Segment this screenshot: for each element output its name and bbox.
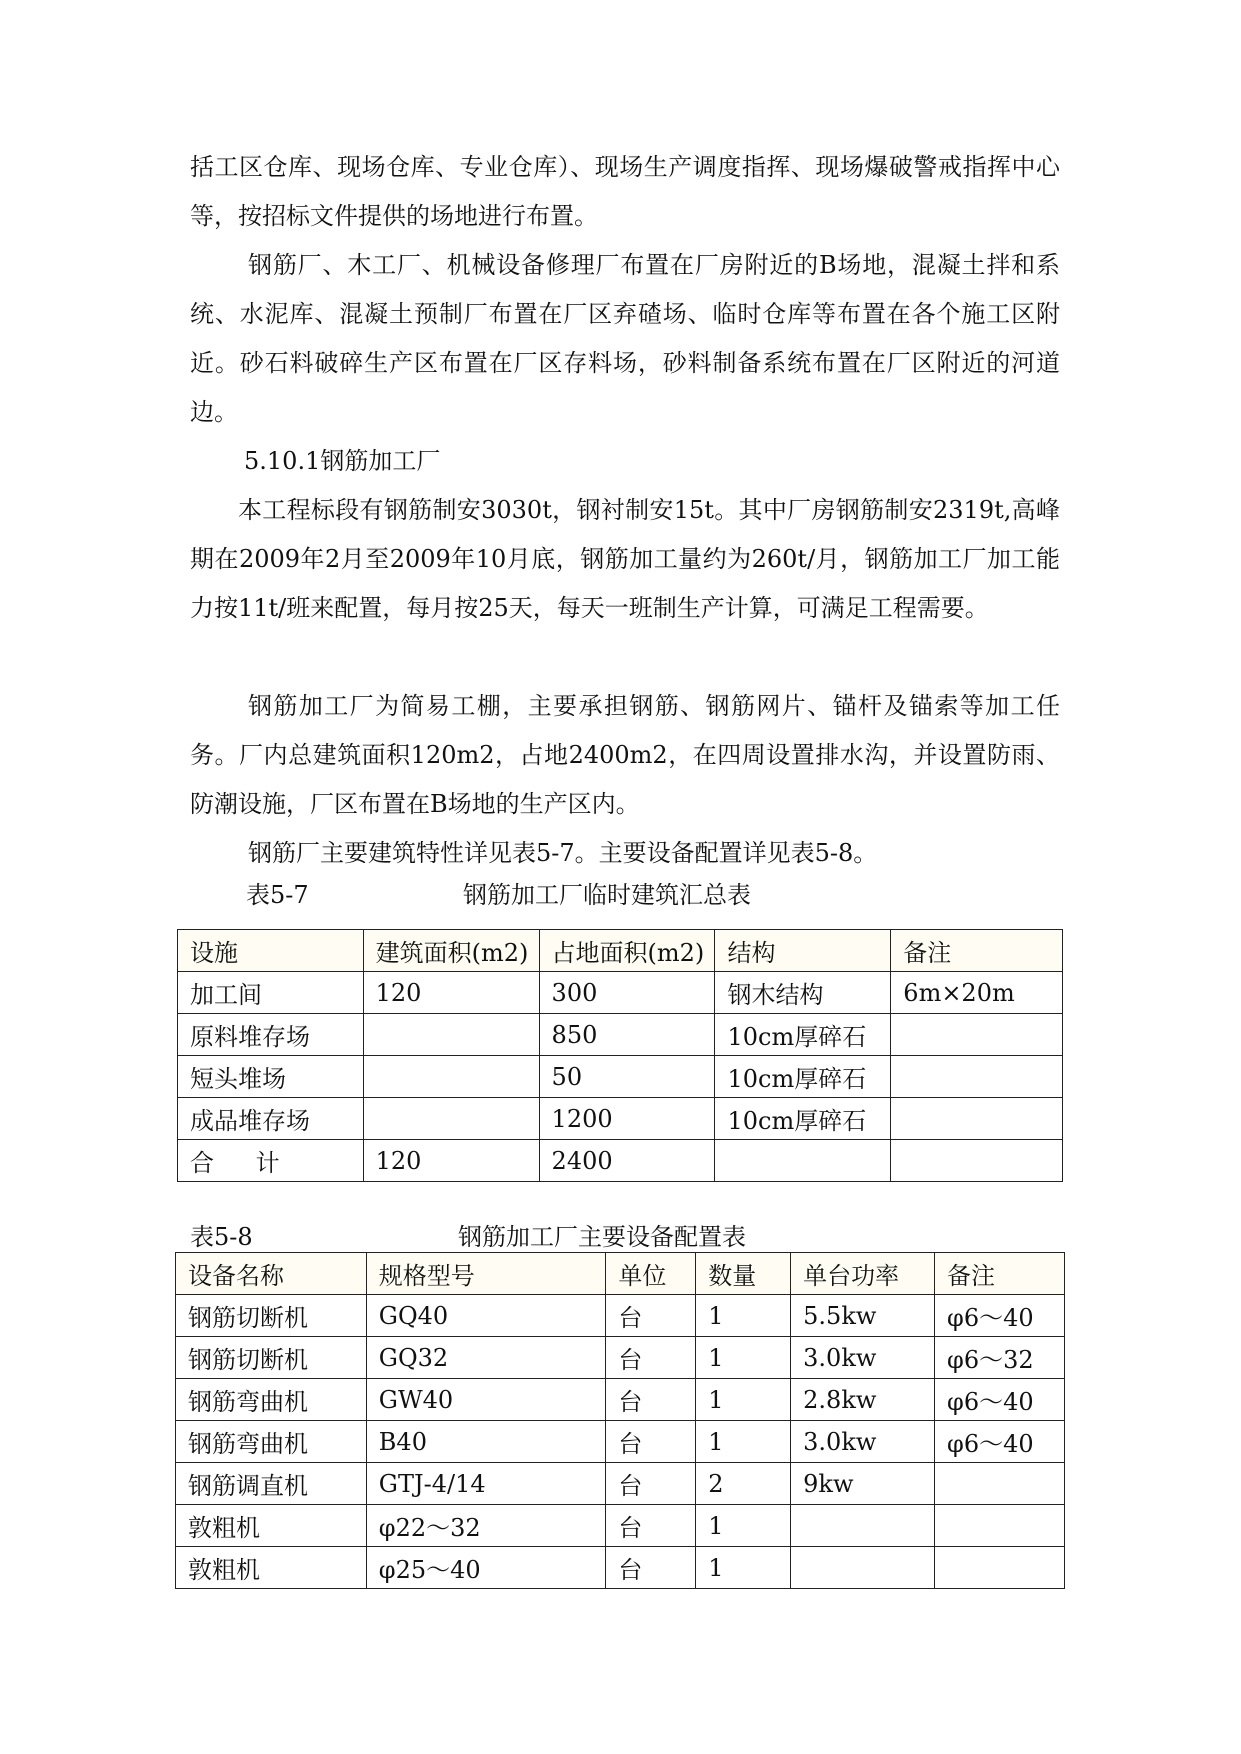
paragraph-warehouse-layout: 括工区仓库、现场仓库、专业仓库）、现场生产调度指挥、现场爆破警戒指挥中心等，按招标文件提供的场地进行布置。 — [190, 153, 1060, 230]
table-cell: 敦粗机 — [176, 1547, 367, 1589]
paragraph-rebar-quantity: 本工程标段有钢筋制安3030t，钢衬制安15t。其中厂房钢筋制安2319t,高峰期在2009年2月至2009年10月底，钢筋加工量约为260t/月，钢筋加工厂加工能力按11t/班来配置，每月按25天，每天一班制生产计算，可满足工程需要。 — [190, 496, 1060, 622]
table-row — [176, 1337, 1065, 1379]
table-header-cell: 占地面积(m2) — [539, 930, 715, 972]
table-header-cell: 单台功率 — [791, 1253, 935, 1295]
table-cell: 台 — [606, 1421, 696, 1463]
table-5-8-title: 钢筋加工厂主要设备配置表 — [458, 1223, 746, 1251]
table-row — [178, 972, 1063, 1014]
table-header-cell: 建筑面积(m2) — [363, 930, 539, 972]
table-row — [176, 1379, 1065, 1421]
table-cell — [363, 1014, 539, 1056]
table-header-cell: 设备名称 — [176, 1253, 367, 1295]
table-cell: 台 — [606, 1505, 696, 1547]
table-cell: GTJ-4/14 — [366, 1463, 606, 1505]
table-cell: 850 — [539, 1014, 715, 1056]
table-cell: 3.0kw — [791, 1337, 935, 1379]
table-row — [178, 1098, 1063, 1140]
table-cell: 台 — [606, 1379, 696, 1421]
table-header-cell: 结构 — [715, 930, 891, 972]
table-cell: 10cm厚碎石 — [715, 1014, 891, 1056]
table-header-cell: 备注 — [935, 1253, 1065, 1295]
table-cell — [891, 1140, 1063, 1182]
table-cell — [791, 1505, 935, 1547]
table-row — [178, 1014, 1063, 1056]
table-5-8 — [175, 1252, 1065, 1589]
table-cell: 台 — [606, 1337, 696, 1379]
table-5-7 — [177, 929, 1063, 1182]
table-cell: φ6～40 — [935, 1379, 1065, 1421]
table-cell: 短头堆场 — [178, 1056, 364, 1098]
table-row — [178, 1056, 1063, 1098]
table-cell: 钢筋弯曲机 — [176, 1421, 367, 1463]
table-cell: 3.0kw — [791, 1421, 935, 1463]
table-cell: φ6～40 — [935, 1295, 1065, 1337]
table-5-8-number: 表5-8 — [190, 1223, 253, 1251]
table-cell — [891, 1014, 1063, 1056]
table-header-cell: 数量 — [696, 1253, 791, 1295]
table-cell: 120 — [363, 972, 539, 1014]
table-cell: φ6～32 — [935, 1337, 1065, 1379]
table-5-7-title: 钢筋加工厂临时建筑汇总表 — [463, 881, 751, 909]
section-heading: 5.10.1钢筋加工厂 — [244, 447, 441, 475]
table-cell: 钢筋切断机 — [176, 1295, 367, 1337]
table-cell: 1200 — [539, 1098, 715, 1140]
table-cell: GQ40 — [366, 1295, 606, 1337]
table-header-cell: 单位 — [606, 1253, 696, 1295]
table-row — [176, 1505, 1065, 1547]
table-cell: 合 计 — [178, 1140, 364, 1182]
table-cell: 敦粗机 — [176, 1505, 367, 1547]
table-cell: GQ32 — [366, 1337, 606, 1379]
table-cell: 原料堆存场 — [178, 1014, 364, 1056]
table-cell: 台 — [606, 1547, 696, 1589]
paragraph-table-reference: 钢筋厂主要建筑特性详见表5-7。主要设备配置详见表5-8。 — [248, 839, 878, 867]
table-row — [176, 1547, 1065, 1589]
table-cell: φ6～40 — [935, 1421, 1065, 1463]
table-cell: 钢筋弯曲机 — [176, 1379, 367, 1421]
table-cell: 120 — [363, 1140, 539, 1182]
table-header-cell: 备注 — [891, 930, 1063, 972]
table-cell: GW40 — [366, 1379, 606, 1421]
table-5-7-number: 表5-7 — [246, 881, 309, 909]
table-cell: 10cm厚碎石 — [715, 1098, 891, 1140]
table-cell: 1 — [696, 1505, 791, 1547]
table-5-7-header-row — [178, 930, 1063, 972]
table-header-cell: 规格型号 — [366, 1253, 606, 1295]
table-cell — [363, 1056, 539, 1098]
table-cell: 6m×20m — [891, 972, 1063, 1014]
table-cell — [935, 1505, 1065, 1547]
table-total-row — [178, 1140, 1063, 1182]
table-cell: B40 — [366, 1421, 606, 1463]
table-cell: 2 — [696, 1463, 791, 1505]
table-cell — [891, 1098, 1063, 1140]
table-cell — [935, 1547, 1065, 1589]
table-cell — [715, 1140, 891, 1182]
table-cell: 2400 — [539, 1140, 715, 1182]
table-cell: φ25～40 — [366, 1547, 606, 1589]
table-cell: 成品堆存场 — [178, 1098, 364, 1140]
table-cell: 1 — [696, 1379, 791, 1421]
table-cell: 钢筋调直机 — [176, 1463, 367, 1505]
table-row — [176, 1295, 1065, 1337]
table-cell: 1 — [696, 1421, 791, 1463]
table-cell: 9kw — [791, 1463, 935, 1505]
table-header-cell: 设施 — [178, 930, 364, 972]
table-cell: 台 — [606, 1295, 696, 1337]
table-cell: 2.8kw — [791, 1379, 935, 1421]
table-cell: 台 — [606, 1463, 696, 1505]
paragraph-rebar-shed: 钢筋加工厂为简易工棚，主要承担钢筋、钢筋网片、锚杆及锚索等加工任务。厂内总建筑面积120m2，占地2400m2，在四周设置排水沟，并设置防雨、防潮设施，厂区布置在B场地的生产区内。 — [190, 692, 1060, 818]
table-cell: 钢筋切断机 — [176, 1337, 367, 1379]
table-cell — [363, 1098, 539, 1140]
table-cell: 5.5kw — [791, 1295, 935, 1337]
table-cell: φ22～32 — [366, 1505, 606, 1547]
table-cell: 1 — [696, 1547, 791, 1589]
table-cell: 钢木结构 — [715, 972, 891, 1014]
table-cell: 10cm厚碎石 — [715, 1056, 891, 1098]
paragraph-facility-layout: 钢筋厂、木工厂、机械设备修理厂布置在厂房附近的B场地，混凝土拌和系统、水泥库、混凝土预制厂布置在厂区弃碴场、临时仓库等布置在各个施工区附近。砂石料破碎生产区布置在厂区存料场，砂料制备系统布置在厂区附近的河道边。 — [190, 251, 1060, 426]
table-cell — [935, 1463, 1065, 1505]
table-5-8-header-row — [176, 1253, 1065, 1295]
table-cell — [891, 1056, 1063, 1098]
table-row — [176, 1463, 1065, 1505]
table-cell: 1 — [696, 1337, 791, 1379]
table-cell: 1 — [696, 1295, 791, 1337]
table-cell: 300 — [539, 972, 715, 1014]
table-cell: 加工间 — [178, 972, 364, 1014]
table-cell — [791, 1547, 935, 1589]
table-row — [176, 1421, 1065, 1463]
table-cell: 50 — [539, 1056, 715, 1098]
